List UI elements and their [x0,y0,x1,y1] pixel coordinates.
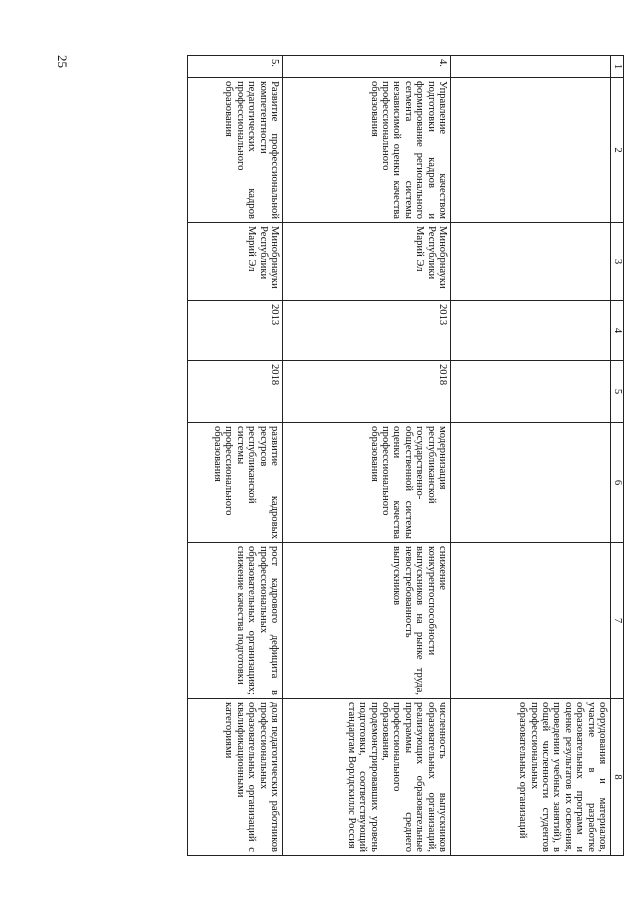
table-row [451,56,611,856]
column-number: 3 [611,223,624,301]
program-table [187,55,624,856]
start-year-cell: 2013 [188,301,283,361]
row-number-cell: 5. [188,56,283,78]
indicators-cell: численность выпускников образовательных организаций, реализующих образовательные программы среднего профессионального образования, продемонстрировавших уровень подготовки, соответствующий стандартам Ворлдскиллс Россия [283,699,451,856]
measure-name-cell [451,78,611,223]
page-number: 25 [55,55,70,68]
consequences-cell [451,543,611,699]
consequences-cell: снижение конкурентоспособности выпускников на рынке труда, невостребованность выпускников [283,543,451,699]
document-table-wrapper [104,55,624,855]
end-year-cell: 2018 [188,361,283,423]
column-number: 1 [611,56,624,78]
consequences-cell: рост кадрового дефицита в профессиональных образовательных организациях; снижение качества подготовки [188,543,283,699]
column-number: 7 [611,543,624,699]
column-number-row [611,56,624,856]
column-number: 4 [611,301,624,361]
table-row [188,56,283,856]
content-cell: развитие кадровых ресурсов республиканской системы профессионального образования [188,423,283,543]
table-row [283,56,451,856]
column-number: 6 [611,423,624,543]
measure-name-cell: Развитие профессиональной компетентности педагогических кадров профессионального образования [188,78,283,223]
content-cell [451,423,611,543]
measure-name-cell: Управление качеством подготовки кадров и формирование регионального сегмента системы независимой оценки качества профессионального образования [283,78,451,223]
executor-cell: Минобрнауки Республики Марий Эл [188,223,283,301]
end-year-cell: 2018 [283,361,451,423]
indicators-cell: оборудования и материалов, участие в разработке образовательных программ и оценке результатов их освоения, проведении учебных занятий), в общей численности студентов профессиональных образовательных организаций [451,699,611,856]
column-number: 8 [611,699,624,856]
row-number-cell: 4. [283,56,451,78]
start-year-cell [451,301,611,361]
executor-cell: Минобрнауки Республики Марий Эл [283,223,451,301]
start-year-cell: 2013 [283,301,451,361]
row-number-cell [451,56,611,78]
content-cell: модернизация республиканской государственно-общественной системы оценки качества профессионального образования [283,423,451,543]
indicators-cell: доля педагогических работников профессиональных образовательных организаций с квалификационными категориями [188,699,283,856]
column-number: 2 [611,78,624,223]
end-year-cell [451,361,611,423]
column-number: 5 [611,361,624,423]
executor-cell [451,223,611,301]
